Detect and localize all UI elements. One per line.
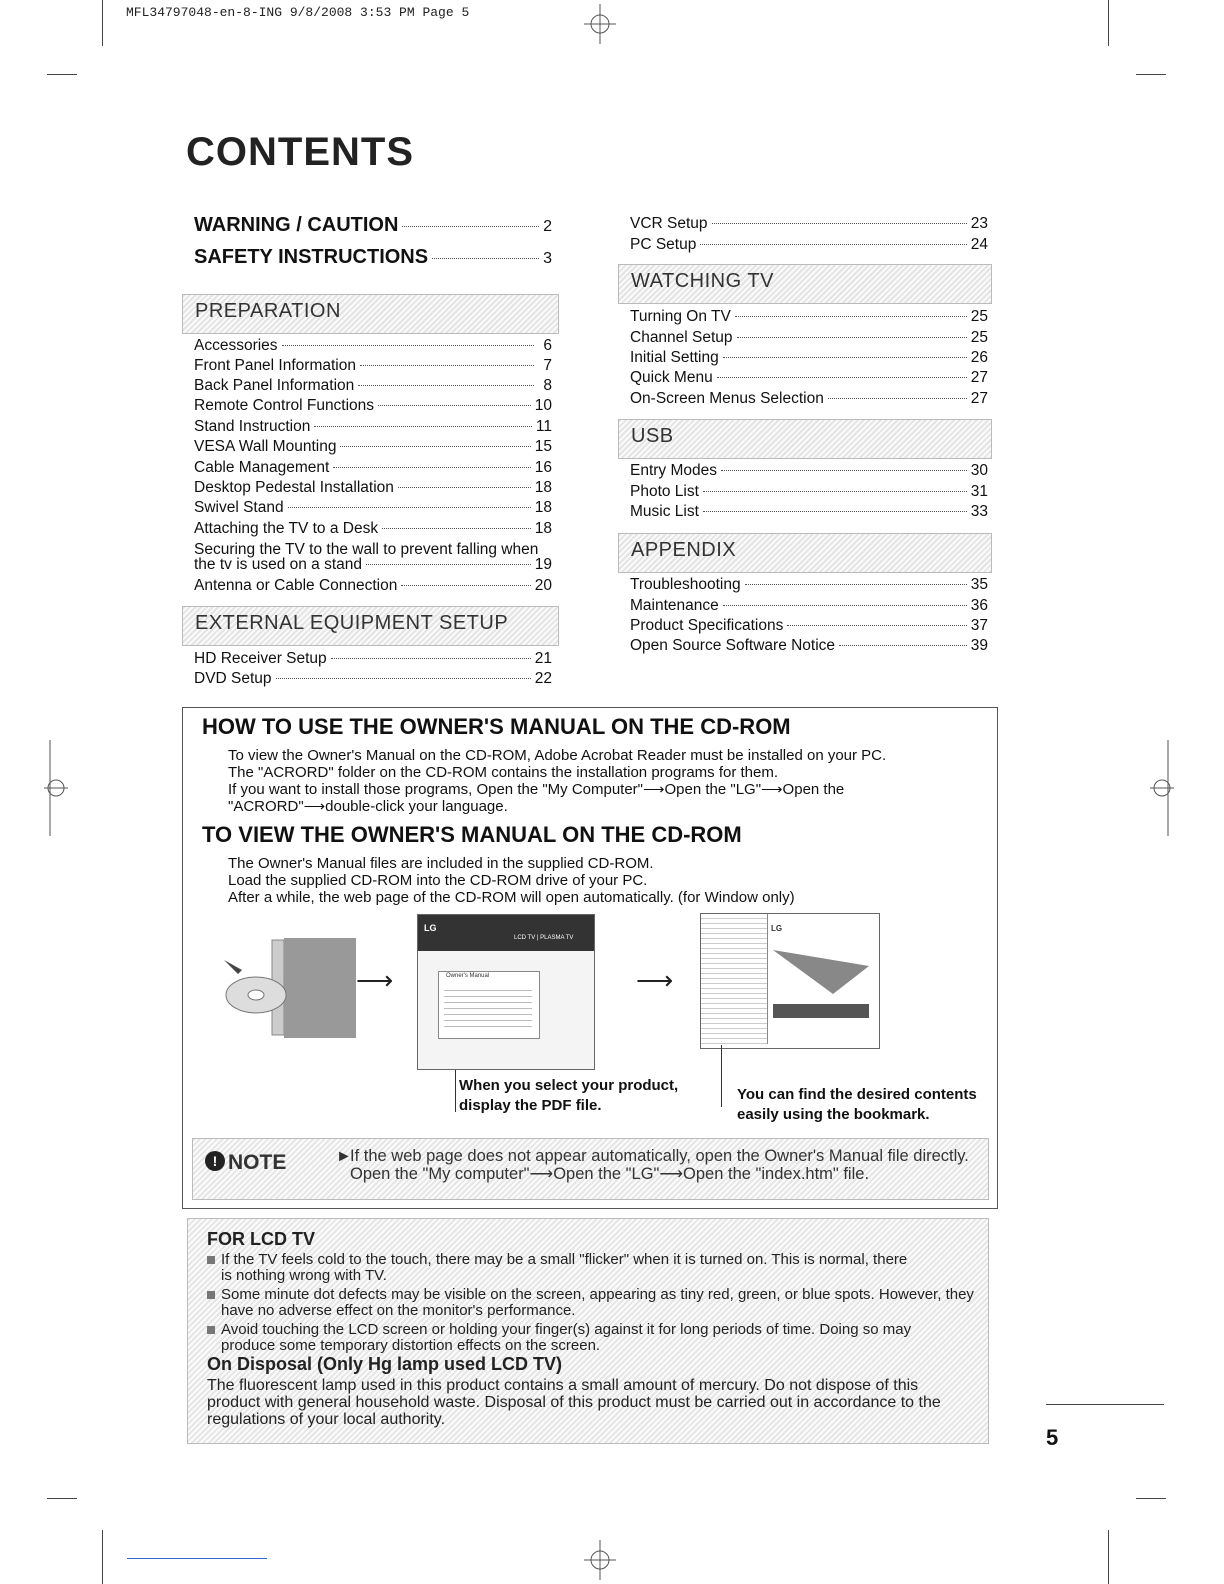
crop-mark — [1136, 1498, 1166, 1499]
caption-select-line2: display the PDF file. — [459, 1097, 602, 1114]
crop-mark — [1136, 74, 1166, 75]
registration-mark — [1150, 740, 1174, 836]
toc-entry[interactable]: Product Specifications 37 — [630, 617, 988, 634]
callout-line — [721, 1045, 722, 1107]
toc-entry[interactable]: VESA Wall Mounting 15 — [194, 438, 552, 455]
section-header-external-equipment: EXTERNAL EQUIPMENT SETUP — [182, 606, 559, 646]
info-icon: ! — [205, 1151, 225, 1171]
toc-entry[interactable]: On-Screen Menus Selection 27 — [630, 390, 988, 407]
toc-entry[interactable]: Maintenance 36 — [630, 597, 988, 614]
caption-bookmark-line1: You can find the desired contents — [737, 1086, 977, 1103]
disposal-line: The fluorescent lamp used in this product contains a small amount of mercury. Do not dispose of this — [207, 1377, 919, 1394]
toc-entry[interactable]: Attaching the TV to a Desk 18 — [194, 520, 552, 537]
crop-mark — [102, 0, 103, 46]
howto-line: To view the Owner's Manual on the CD-ROM, Adobe Acrobat Reader must be installed on your PC. — [228, 747, 887, 764]
toc-label: WARNING / CAUTION — [194, 214, 399, 236]
howto-heading: HOW TO USE THE OWNER'S MANUAL ON THE CD-ROM — [202, 714, 791, 739]
lcd-bullet: Avoid touching the LCD screen or holding your finger(s) against it for long periods of time. Doing so may — [207, 1322, 911, 1338]
caption-select-line1: When you select your product, — [459, 1077, 679, 1094]
arrow-right-icon: ⟶ — [636, 965, 674, 995]
toc-entry[interactable]: HD Receiver Setup 21 — [194, 650, 552, 667]
page-title: CONTENTS — [186, 130, 414, 174]
toc-entry[interactable]: VCR Setup 23 — [630, 215, 988, 232]
bullet-arrow-icon: ► — [336, 1148, 352, 1165]
toc-entry[interactable]: Cable Management 16 — [194, 459, 552, 476]
lcd-bullet-cont: have no adverse effect on the monitor's performance. — [221, 1302, 576, 1319]
section-header-preparation: PREPARATION — [182, 294, 559, 334]
toc-label: SAFETY INSTRUCTIONS — [194, 246, 429, 268]
toview-heading: TO VIEW THE OWNER'S MANUAL ON THE CD-ROM — [202, 822, 742, 847]
lcd-bullet-cont: is nothing wrong with TV. — [221, 1267, 387, 1284]
disposal-line: product with general household waste. Disposal of this product must be carried out in accordance to the — [207, 1394, 941, 1411]
crop-mark — [127, 1558, 267, 1559]
crop-mark — [102, 1530, 103, 1584]
cd-drive-illustration — [212, 930, 362, 1045]
toc-entry[interactable]: Front Panel Information 7 — [194, 357, 552, 374]
callout-line — [455, 1070, 456, 1112]
toc-page: 3 — [543, 250, 552, 267]
section-header-watching-tv: WATCHING TV — [618, 264, 992, 304]
pdf-bookmark-screenshot — [700, 913, 880, 1049]
toc-entry[interactable]: Quick Menu 27 — [630, 369, 988, 386]
toc-entry-warning[interactable] — [194, 214, 552, 237]
toc-entry[interactable]: DVD Setup 22 — [194, 670, 552, 687]
disposal-heading: On Disposal (Only Hg lamp used LCD TV) — [207, 1354, 563, 1374]
section-header-usb: USB — [618, 419, 992, 459]
lcd-heading: FOR LCD TV — [207, 1229, 315, 1249]
registration-mark — [44, 740, 68, 836]
toc-entry[interactable]: Photo List 31 — [630, 483, 988, 500]
toc-entry[interactable]: Antenna or Cable Connection 20 — [194, 577, 552, 594]
toc-entry[interactable]: Initial Setting 26 — [630, 349, 988, 366]
disposal-line: regulations of your local authority. — [207, 1411, 446, 1428]
toc-entry[interactable]: Channel Setup 25 — [630, 329, 988, 346]
bullet-square-icon — [207, 1256, 215, 1264]
crop-mark — [47, 74, 77, 75]
toc-entry-securing-line2[interactable]: the tv is used on a stand 19 — [194, 556, 552, 573]
caption-bookmark-line2: easily using the bookmark. — [737, 1106, 930, 1123]
bullet-square-icon — [207, 1291, 215, 1299]
lg-logo: LG — [771, 924, 783, 933]
bullet-square-icon — [207, 1326, 215, 1334]
lcd-bullet: Some minute dot defects may be visible on the screen, appearing as tiny red, green, or blue spots. However, they — [207, 1287, 974, 1303]
toc-entry[interactable]: Swivel Stand 18 — [194, 499, 552, 516]
toc-entry-securing-line1[interactable]: Securing the TV to the wall to prevent falling when — [194, 541, 539, 558]
screen-manual-label: Owner's Manual — [446, 973, 490, 979]
toc-entry[interactable]: Open Source Software Notice 39 — [630, 637, 988, 654]
page-number: 5 — [1046, 1425, 1059, 1450]
toc-entry[interactable]: Accessories 6 — [194, 337, 552, 354]
toc-entry[interactable]: PC Setup 24 — [630, 236, 988, 253]
crop-mark — [47, 1498, 77, 1499]
registration-mark — [584, 4, 616, 44]
toc-entry[interactable]: Music List 33 — [630, 503, 988, 520]
lcd-bullet-cont: produce some temporary distortion effects on the screen. — [221, 1337, 601, 1354]
toc-entry[interactable]: Back Panel Information 8 — [194, 377, 552, 394]
crop-mark — [1046, 1404, 1164, 1405]
toc-entry[interactable]: Turning On TV 25 — [630, 308, 988, 325]
crop-mark — [1108, 0, 1109, 46]
section-header-appendix: APPENDIX — [618, 533, 992, 573]
toc-entry[interactable]: Remote Control Functions 10 — [194, 397, 552, 414]
lcd-bullet: If the TV feels cold to the touch, there may be a small "flicker" when it is turned on. This is normal, there — [207, 1252, 907, 1268]
toview-line: The Owner's Manual files are included in the supplied CD-ROM. — [228, 855, 654, 872]
cdrom-webpage-screenshot — [417, 914, 595, 1070]
note-line2: Open the "My computer"⟶Open the "LG"⟶Open the "index.htm" file. — [350, 1165, 870, 1183]
note-label: NOTE — [228, 1151, 287, 1174]
screen-banner: LCD TV | PLASMA TV — [514, 935, 574, 941]
howto-line: If you want to install those programs, Open the "My Computer"⟶Open the "LG"⟶Open the — [228, 781, 845, 798]
howto-line: The "ACRORD" folder on the CD-ROM contains the installation programs for them. — [228, 764, 779, 781]
toc-entry[interactable]: Desktop Pedestal Installation 18 — [194, 479, 552, 496]
howto-line: "ACRORD"⟶double-click your language. — [228, 798, 508, 815]
toc-entry-safety[interactable] — [194, 246, 552, 269]
arrow-right-icon: ⟶ — [356, 965, 394, 995]
printer-slug: MFL34797048-en-8-ING 9/8/2008 3:53 PM Page 5 — [126, 5, 470, 20]
note-line1: If the web page does not appear automatically, open the Owner's Manual file directly. — [350, 1147, 969, 1165]
toc-entry[interactable]: Troubleshooting 35 — [630, 576, 988, 593]
lg-logo: LG — [424, 923, 437, 933]
crop-mark — [1108, 1530, 1109, 1584]
toview-line: After a while, the web page of the CD-ROM will open automatically. (for Window only) — [228, 889, 795, 906]
toview-line: Load the supplied CD-ROM into the CD-ROM drive of your PC. — [228, 872, 648, 889]
registration-mark — [584, 1540, 616, 1580]
toc-entry[interactable]: Stand Instruction 11 — [194, 418, 552, 435]
toc-entry[interactable]: Entry Modes 30 — [630, 462, 988, 479]
toc-page: 2 — [543, 218, 552, 235]
